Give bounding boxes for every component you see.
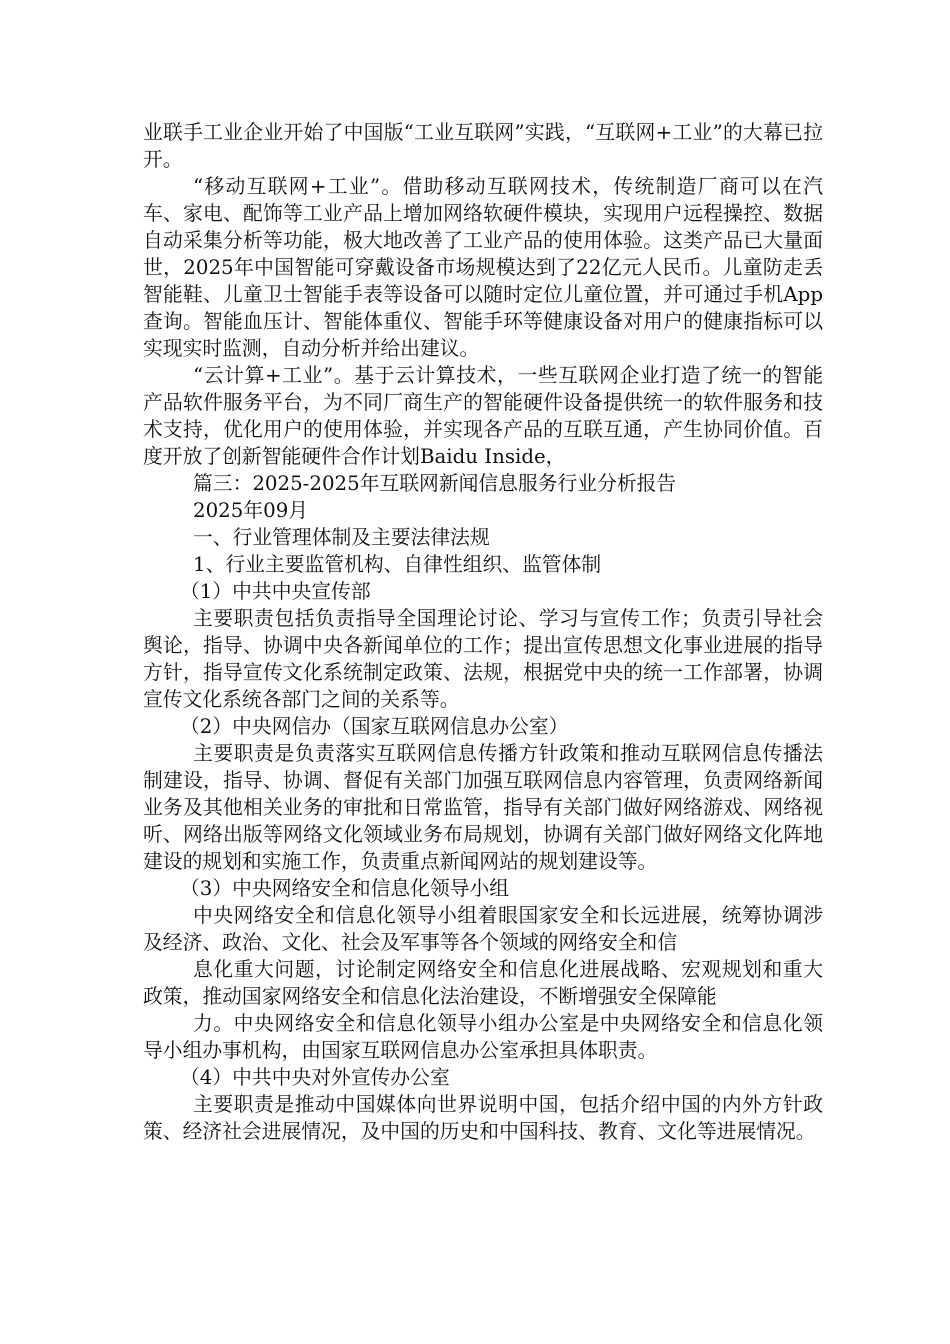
paragraph-industrial-internet-intro: 业联手工业企业开始了中国版“工业互联网”实践，“互联网+工业”的大幕已拉开。 xyxy=(143,121,823,171)
item-heading-cybersecurity-group: （3）中央网络安全和信息化领导小组 xyxy=(180,877,510,900)
paragraph-external-publicity-duties: 主要职责是推动中国媒体向世界说明中国，包括介绍中国的内外方针政策、经济社会进展情况，及中国的历史和中国科技、教育、文化等进展情况。 xyxy=(143,1093,823,1143)
subsection-heading-regulators: 1、行业主要监管机构、自律性组织、监管体制 xyxy=(193,553,602,576)
paragraph-cybersecurity-part2: 息化重大问题，讨论制定网络安全和信息化进展战略、宏观规划和重大政策，推动国家网络安全和信息化法治建设，不断增强安全保障能 xyxy=(143,958,823,1008)
section-heading-management: 一、行业管理体制及主要法律法规 xyxy=(193,526,490,549)
report-title: 篇三：2025-2025年互联网新闻信息服务行业分析报告 xyxy=(193,472,677,495)
report-date: 2025年09月 xyxy=(193,499,309,522)
paragraph-cybersecurity-part3: 力。中央网络安全和信息化领导小组办公室是中央网络安全和信息化领导小组办事机构，由国家互联网信息办公室承担具体职责。 xyxy=(143,1012,823,1062)
paragraph-mobile-internet-industry: “移动互联网+工业”。借助移动互联网技术，传统制造厂商可以在汽车、家电、配饰等工业产品上增加网络软硬件模块，实现用户远程操控、数据自动采集分析等功能，极大地改善了工业产品的使用体验。这类产品已大量面世，2025年中国智能可穿戴设备市场规模达到了22亿元人民币。儿童防走丢智能鞋、儿童卫士智能手表等设备可以随时定位儿童位置，并可通过手机App查询。智能血压计、智能体重仪、智能手环等健康设备对用户的健康指标可以实现实时监测，自动分析并给出建议。 xyxy=(143,175,823,360)
paragraph-cybersecurity-part1: 中央网络安全和信息化领导小组着眼国家安全和长远进展，统筹协调涉及经济、政治、文化、社会及军事等各个领域的网络安全和信 xyxy=(143,904,823,954)
item-heading-propaganda-department: （1）中共中央宣传部 xyxy=(180,580,371,603)
paragraph-propaganda-duties: 主要职责包括负责指导全国理论讨论、学习与宣传工作；负责引导社会舆论，指导、协调中央各新闻单位的工作；提出宣传思想文化事业进展的指导方针，指导宣传文化系统制定政策、法规，根据党中央的统一工作部署，协调宣传文化系统各部门之间的关系等。 xyxy=(143,607,823,711)
paragraph-cloud-computing-industry: “云计算+工业”。基于云计算技术，一些互联网企业打造了统一的智能产品软件服务平台，为不同厂商生产的智能硬件设备提供统一的软件服务和技术支持，优化用户的使用体验，并实现各产品的互联互通，产生协同价值。百度开放了创新智能硬件合作计划Baidu Inside， xyxy=(143,364,823,468)
paragraph-cyberspace-duties: 主要职责是负责落实互联网信息传播方针政策和推动互联网信息传播法制建设，指导、协调、督促有关部门加强互联网信息内容管理，负责网络新闻业务及其他相关业务的审批和日常监管，指导有关部门做好网络游戏、网络视听、网络出版等网络文化领域业务布局规划，协调有关部门做好网络文化阵地建设的规划和实施工作，负责重点新闻网站的规划建设等。 xyxy=(143,742,823,873)
item-heading-external-publicity: （4）中共中央对外宣传办公室 xyxy=(180,1066,450,1089)
item-heading-cyberspace-office: （2）中央网信办（国家互联网信息办公室） xyxy=(180,715,569,738)
document-page xyxy=(143,119,823,1145)
